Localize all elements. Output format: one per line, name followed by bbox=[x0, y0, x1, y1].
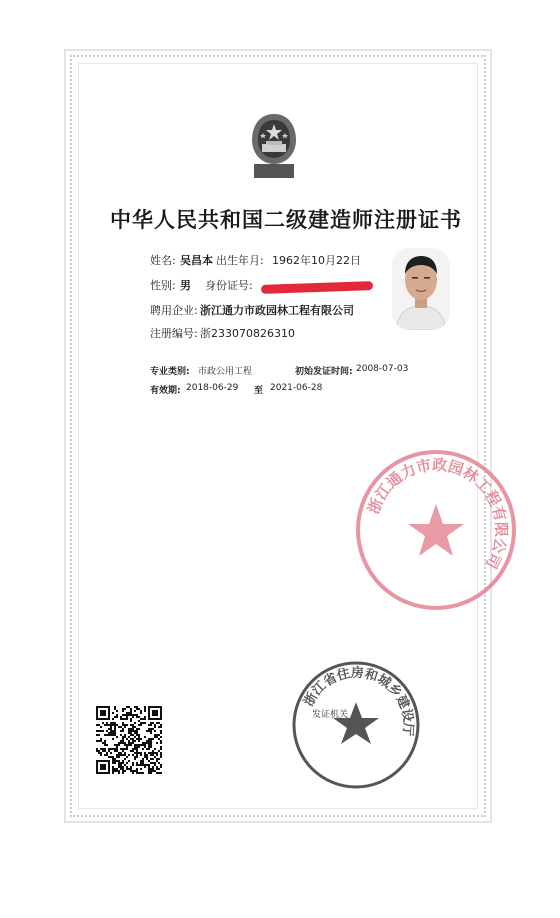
qr-code-icon bbox=[96, 706, 162, 774]
first-issue-label: 初始发证时间: bbox=[295, 367, 353, 377]
reg-no-value: 浙233070826310 bbox=[200, 327, 295, 340]
gender-label: 性别: bbox=[150, 279, 176, 292]
valid-to-label: 至 bbox=[254, 386, 264, 396]
birth-label: 出生年月: bbox=[216, 254, 264, 267]
authority-seal-text: 浙江省住房和城乡建设厅 bbox=[301, 665, 416, 737]
employer-label: 聘用企业: bbox=[150, 304, 198, 317]
company-seal-text: 浙江通力市政园林工程有限公司 bbox=[364, 455, 511, 572]
valid-to-value: 2021-06-28 bbox=[270, 383, 323, 393]
certificate-title: 中华人民共和国二级建造师注册证书 bbox=[110, 208, 462, 232]
employer-value: 浙江通力市政园林工程有限公司 bbox=[200, 304, 354, 317]
authority-seal bbox=[289, 658, 423, 792]
valid-from-value: 2018-06-29 bbox=[186, 383, 239, 393]
portrait-photo bbox=[392, 248, 450, 330]
id-label: 身份证号: bbox=[205, 279, 253, 292]
company-seal bbox=[352, 446, 520, 614]
first-issue-value: 2008-07-03 bbox=[356, 364, 409, 374]
birth-value: 1962年10月22日 bbox=[272, 254, 361, 267]
specialty-label: 专业类别: bbox=[150, 367, 190, 377]
reg-no-label: 注册编号: bbox=[150, 327, 198, 340]
name-value: 吴昌本 bbox=[180, 254, 213, 267]
name-label: 姓名: bbox=[150, 254, 176, 267]
gender-value: 男 bbox=[180, 279, 191, 292]
national-emblem-icon bbox=[248, 110, 300, 182]
specialty-value: 市政公用工程 bbox=[198, 367, 253, 377]
validity-label: 有效期: bbox=[150, 386, 181, 396]
issuing-authority-label: 发证机关 bbox=[312, 710, 349, 720]
